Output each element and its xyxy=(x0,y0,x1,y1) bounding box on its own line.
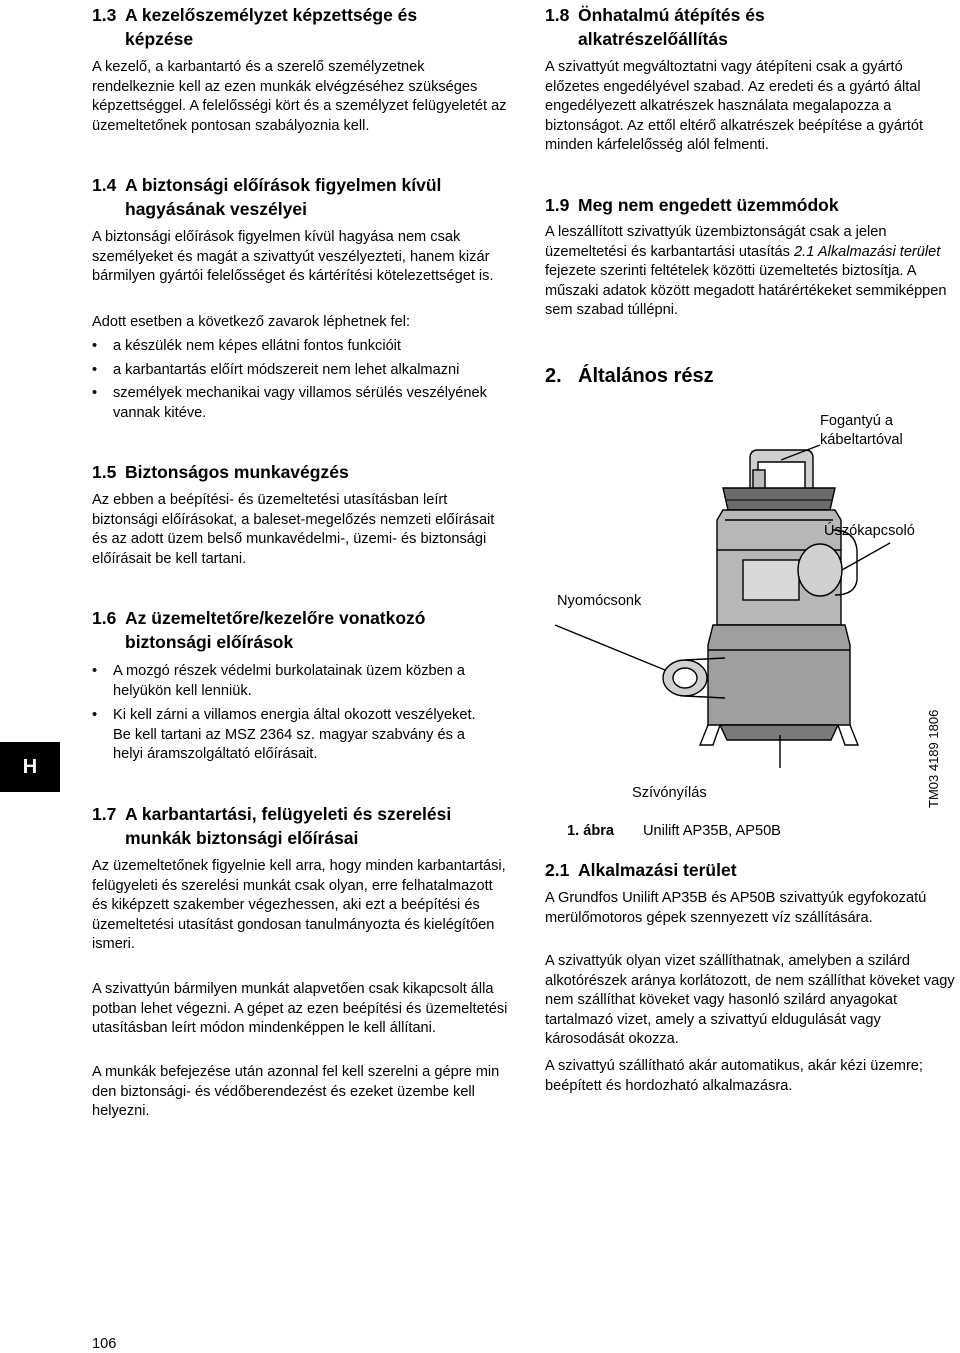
section-number: 1.9 xyxy=(545,195,570,215)
figure-label-inlet: Szívónyílás xyxy=(632,785,707,801)
figure-label-outlet: Nyomócsonk xyxy=(557,593,642,609)
language-tab-label: H xyxy=(22,755,38,778)
language-tab xyxy=(0,742,60,792)
heading-1-4 xyxy=(92,173,441,221)
list-item: • A mozgó részek védelmi burkolatainak üzem közben a helyükön kell lenniük. xyxy=(92,662,487,701)
label-line: kábeltartóval xyxy=(820,432,903,448)
section-number: 1.6 xyxy=(92,608,117,628)
section-title: Önhatalmú átépítés és xyxy=(578,5,765,25)
paragraph-1-8: A szivattyút megváltoztatni vagy átépíteni csak a gyártó előzetes engedélyével szabad. Az eredeti és a gyártó által engedélyezett alkatrészek használata megalapozza a biztonságot. Az ettől eltérő alkatrészek beépítése a gyártót minden kárfelelősség alól felmenti. xyxy=(545,59,924,154)
heading-1-8 xyxy=(545,3,765,51)
paragraph-1-7-c: A munkák befejezése után azonnal fel kell szerelni a gépre min den biztonsági- és védőberendezést és ezeket üzembe kell helyezni. xyxy=(92,1064,500,1120)
section-reference: 2.1 Alkalmazási terület xyxy=(794,243,941,260)
heading-2 xyxy=(545,363,714,389)
heading-1-3 xyxy=(92,3,417,51)
figure-label-float-switch: Úszókapcsoló xyxy=(824,523,915,539)
paragraph-text: fejezete szerinti feltételek közötti üzemeltetés biztosítja. A műszaki adatok között megadott határértékeket semmiképpen sem szabad túllépni. xyxy=(545,263,947,319)
paragraph-text: A leszállított szivattyúk üzembiztonságát csak a jelen üzemeltetési és karbantartási utasítás xyxy=(545,224,887,260)
heading-1-7 xyxy=(92,802,451,850)
list-item xyxy=(92,706,487,765)
figure-label-handle xyxy=(820,412,903,450)
section-title-cont: hagyásának veszélyei xyxy=(125,199,307,219)
paragraph-1-9 xyxy=(545,223,957,321)
section-title: Általános rész xyxy=(578,365,714,387)
section-title-cont: képzése xyxy=(125,29,194,49)
list-item-text: Ki kell zárni a villamos energia által okozott veszélyeket. xyxy=(113,707,476,724)
paragraph-1-7-b: A szivattyún bármilyen munkát alapvetően csak kikapcsolt álla potban lehet végezni. A gépet az ezen beépítési és üzemeltetési utasításban leírt módon mindenképpen le kell állítani. xyxy=(92,981,508,1037)
list-item: • a karbantartás előírt módszereit nem lehet alkalmazni xyxy=(92,361,487,381)
section-number: 2.1 xyxy=(545,860,570,880)
figure-caption-text: Unilift AP35B, AP50B xyxy=(643,823,781,839)
paragraph-2-1-a: A Grundfos Unilift AP35B és AP50B szivattyúk egyfokozatú merülőmotoros gépek szennyezett víz szállítására. xyxy=(545,890,927,926)
heading-2-1 xyxy=(545,858,737,882)
paragraph-1-3: A kezelő, a karbantartó és a szerelő személyzetnek rendelkeznie kell az ezen munkák elvégzéséhez szükséges képzettséggel. A felelősségi kört és a személyzet felügyeletét az üzemeltetőnek pontosan szabályoznia kell. xyxy=(92,59,507,134)
section-title-cont: alkatrészelőállítás xyxy=(578,29,728,49)
section-number: 1.4 xyxy=(92,175,117,195)
section-title: A biztonsági előírások figyelmen kívül xyxy=(125,175,442,195)
section-title: Biztonságos munkavégzés xyxy=(125,462,349,482)
section-title-cont: munkák biztonsági előírásai xyxy=(125,828,359,848)
section-number: 2. xyxy=(545,365,562,387)
section-title-cont: biztonsági előírások xyxy=(125,632,294,652)
figure-code: TM03 4189 1806 xyxy=(926,709,941,808)
section-number: 1.7 xyxy=(92,804,117,824)
section-title: Alkalmazási terület xyxy=(578,860,737,880)
list-item: • a készülék nem képes ellátni fontos funkcióit xyxy=(92,337,487,357)
paragraph-1-4-intro: Adott esetben a következő zavarok léphetnek fel: xyxy=(92,314,411,330)
list-item-text: Be kell tartani az MSZ 2364 sz. magyar szabvány és a helyi áramszolgáltató előírásait. xyxy=(113,726,466,763)
heading-1-6 xyxy=(92,606,426,654)
figure-caption-number: 1. ábra xyxy=(567,823,615,839)
section-number: 1.3 xyxy=(92,5,117,25)
section-title: Meg nem engedett üzemmódok xyxy=(578,195,839,215)
section-title: A kezelőszemélyzet képzettsége és xyxy=(125,5,418,25)
page-number: 106 xyxy=(92,1336,117,1352)
heading-1-5 xyxy=(92,460,349,484)
paragraph-1-4: A biztonsági előírások figyelmen kívül hagyása nem csak személyeket és magát a szivattyút veszélyezteti, hanem kizár bármilyen gyártói felelősséget és kártérítési kötelezettséget is. xyxy=(92,229,494,285)
bullet-list-1-6 xyxy=(92,662,487,765)
label-line: Fogantyú a xyxy=(820,413,894,429)
paragraph-1-7-a: Az üzemeltetőnek figyelnie kell arra, hogy minden karbantartási, felügyeleti és szerelési munkát csak olyan, erre felhatalmazott és kiképzett szakember végezhessen, aki ezt a beépítési és üzemeltetési utasítást gondosan tanulmányozta és kielégítően ismeri. xyxy=(92,858,506,953)
paragraph-2-1-b: A szivattyúk olyan vizet szállíthatnak, amelyben a szilárd alkotórészek aránya korlátozott, de nem szállíthat köveket vagy nem szállíthat köveket vagy hasonló szilárd anyagokat tartalmazó vizet, amely a szivattyú eldugulását vagy károsodását okozza. xyxy=(545,953,955,1048)
list-item: • személyek mechanikai vagy villamos sérülés veszélyének vannak kitéve. xyxy=(92,384,487,423)
paragraph-2-1-c: A szivattyú szállítható akár automatikus, akár kézi üzemre; beépített és hordozható alkalmazásra. xyxy=(545,1058,923,1094)
section-number: 1.5 xyxy=(92,462,117,482)
section-title: Az üzemeltetőre/kezelőre vonatkozó xyxy=(125,608,426,628)
bullet-list-1-4 xyxy=(92,337,487,423)
section-title: A karbantartási, felügyeleti és szerelési xyxy=(125,804,452,824)
paragraph-1-5: Az ebben a beépítési- és üzemeltetési utasításban leírt biztonsági előírásokat, a baleset-megelőzés nemzeti előírásait és az adott üzem belső munkavédelmi-, üzemi- és biztonsági előírásait be kell tartani. xyxy=(92,492,495,567)
section-number: 1.8 xyxy=(545,5,570,25)
heading-1-9 xyxy=(545,193,839,217)
